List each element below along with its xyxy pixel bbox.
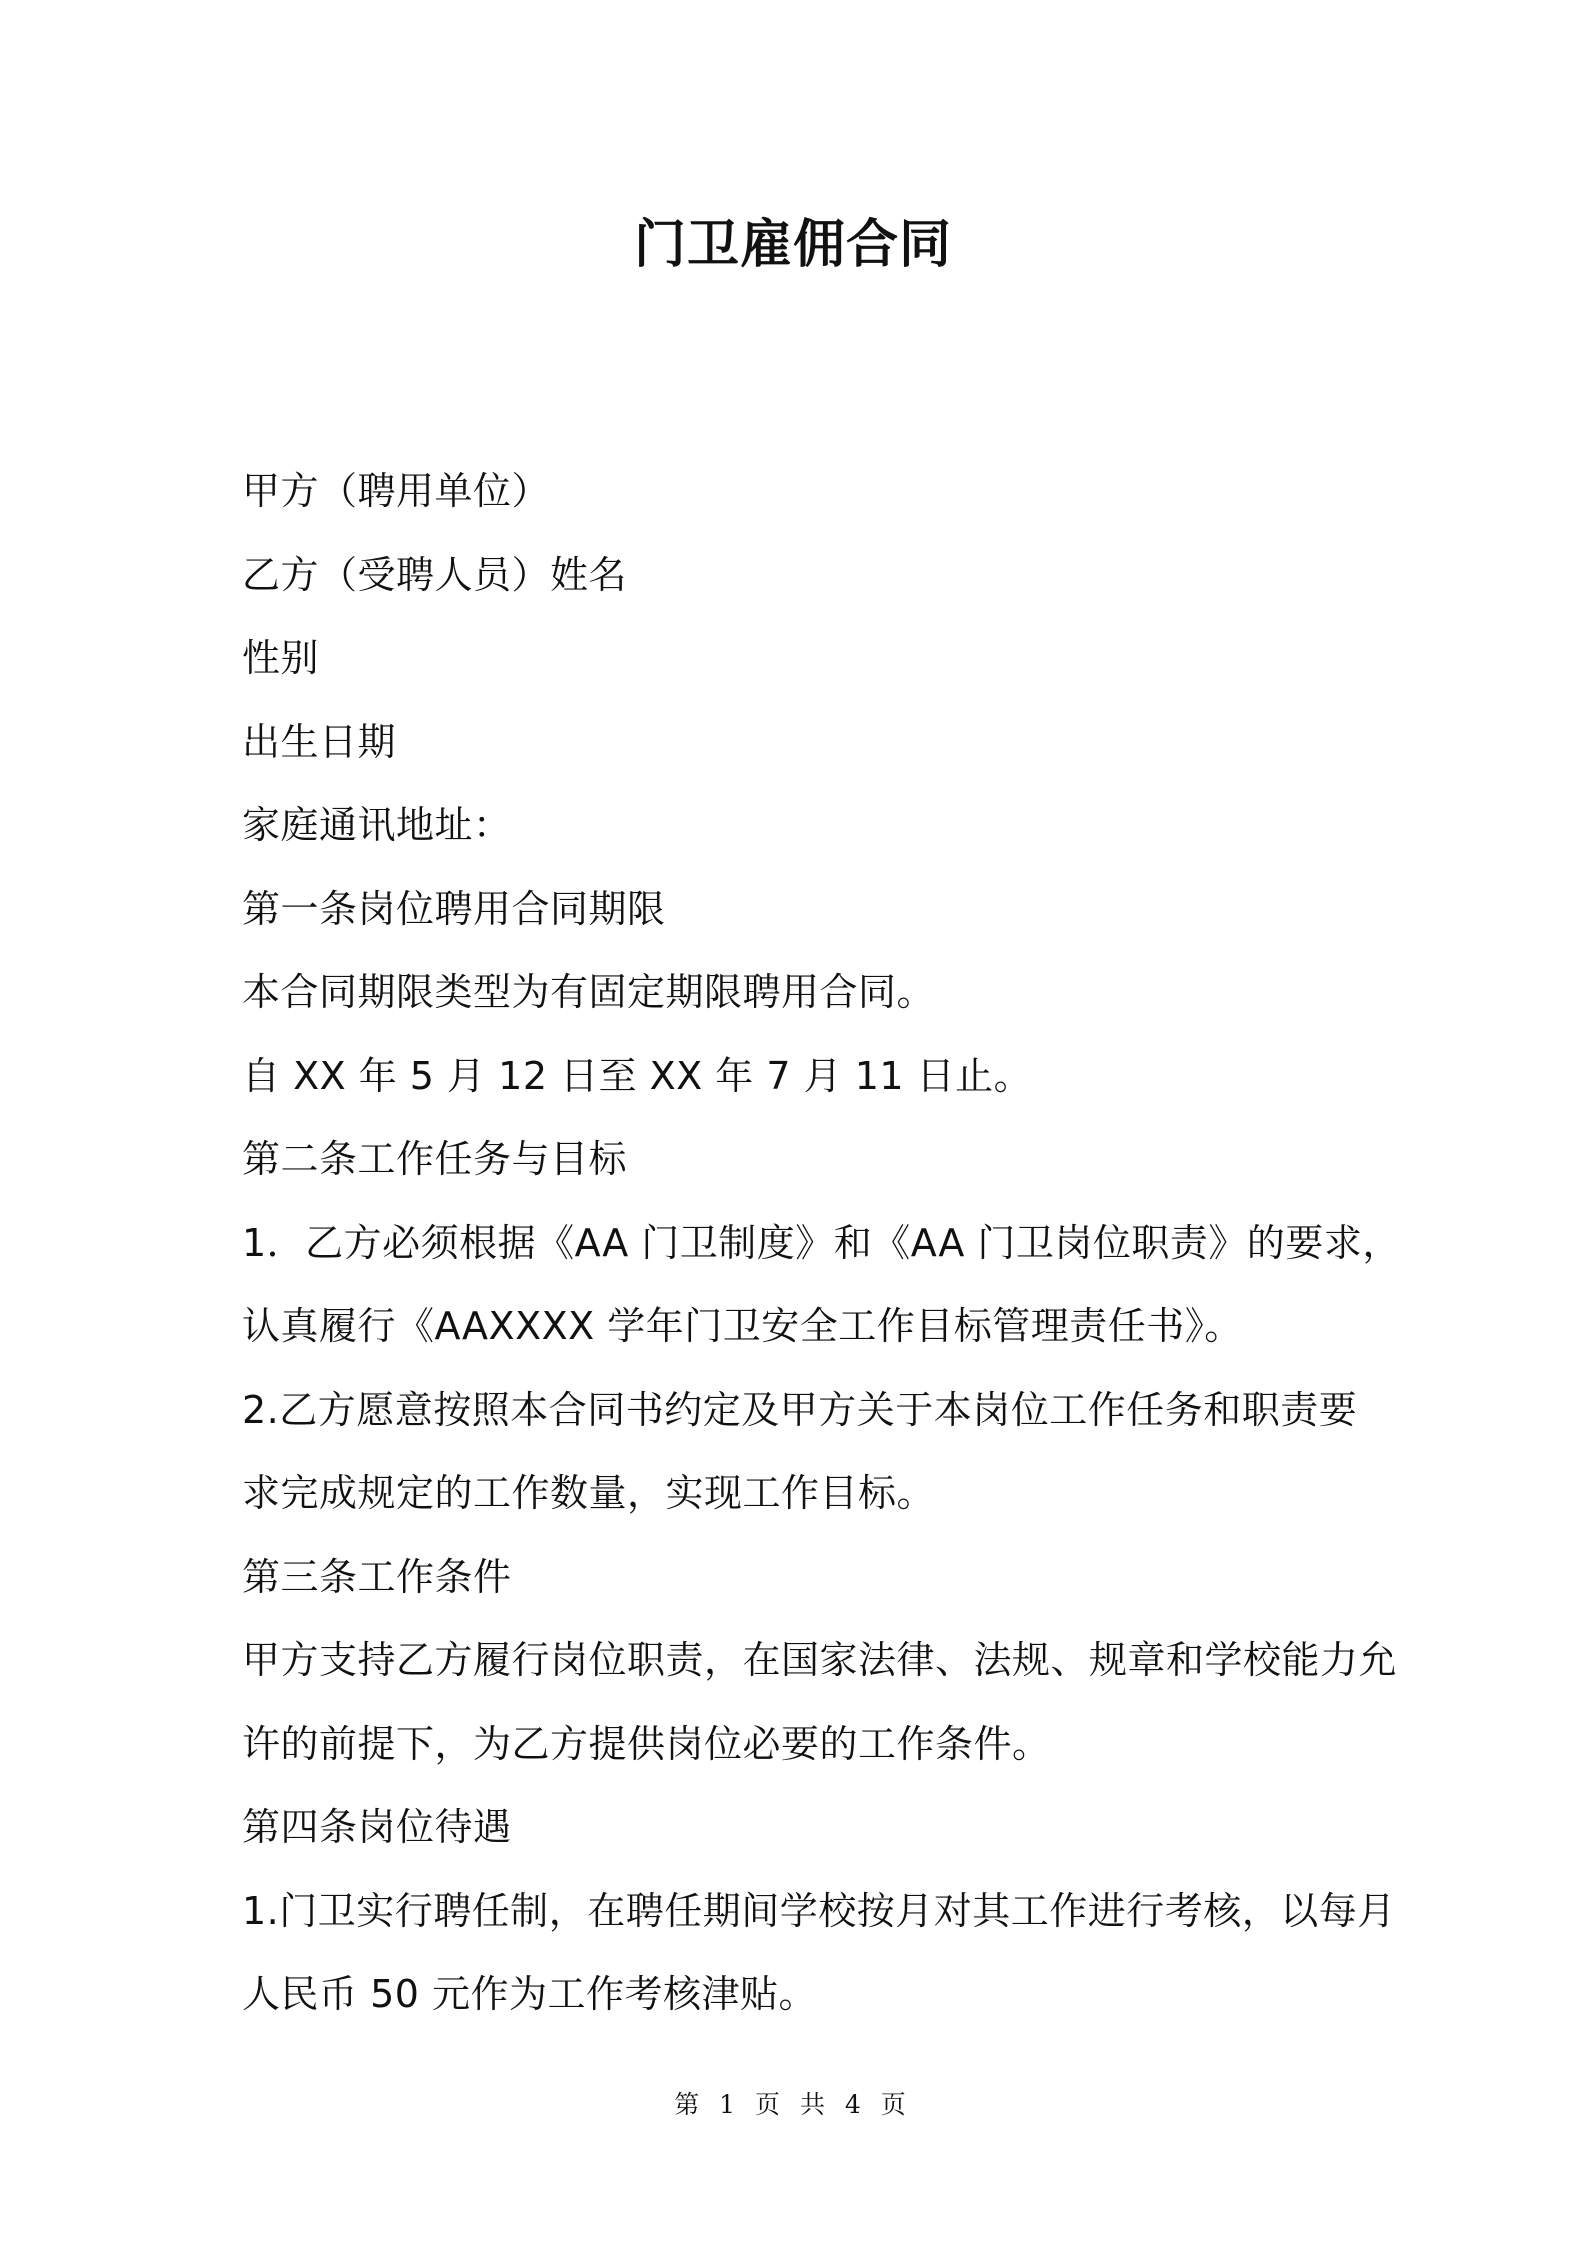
text-line: 许的前提下，为乙方提供岗位必要的工作条件。 <box>242 1721 1051 1766</box>
text-line: 出生日期 <box>242 719 397 764</box>
text-line: 本合同期限类型为有固定期限聘用合同。 <box>242 970 936 1014</box>
text-line: 甲方支持乙方履行岗位职责，在国家法律、法规、规章和学校能力允 <box>242 1638 1398 1682</box>
text-line: 甲方（聘用单位） <box>242 469 551 513</box>
text-line: 认真履行《AAXXXX 学年门卫安全工作目标管理责任书》。 <box>242 1304 1243 1348</box>
text-line: 乙方（受聘人员）姓名 <box>242 552 628 597</box>
section-heading: 第一条岗位聘用合同期限 <box>242 886 666 931</box>
text-line: 自 XX 年 5 月 12 日至 XX 年 7 月 11 日止。 <box>242 1053 1033 1098</box>
text-line: 人民币 50 元作为工作考核津贴。 <box>242 1972 818 2016</box>
section-heading: 第三条工作条件 <box>242 1554 512 1599</box>
text-line: 求完成规定的工作数量，实现工作目标。 <box>242 1471 936 1515</box>
text-line: 2.乙方愿意按照本合同书约定及甲方关于本岗位工作任务和职责要 <box>242 1387 1358 1432</box>
text-line: 家庭通讯地址： <box>242 803 512 847</box>
document-body <box>242 450 1401 2037</box>
section-heading: 第四条岗位待遇 <box>242 1805 512 1849</box>
text-line: 1．乙方必须根据《AA 门卫制度》和《AA 门卫岗位职责》的要求， <box>242 1220 1401 1265</box>
section-heading: 第二条工作任务与目标 <box>242 1137 628 1181</box>
page-number-footer: 第 1 页 共 4 页 <box>674 2090 912 2119</box>
text-line: 1.门卫实行聘任制，在聘任期间学校按月对其工作进行考核，以每月 <box>242 1888 1396 1933</box>
document-title: 门卫雇佣合同 <box>633 215 952 275</box>
text-line: 性别 <box>242 636 320 680</box>
